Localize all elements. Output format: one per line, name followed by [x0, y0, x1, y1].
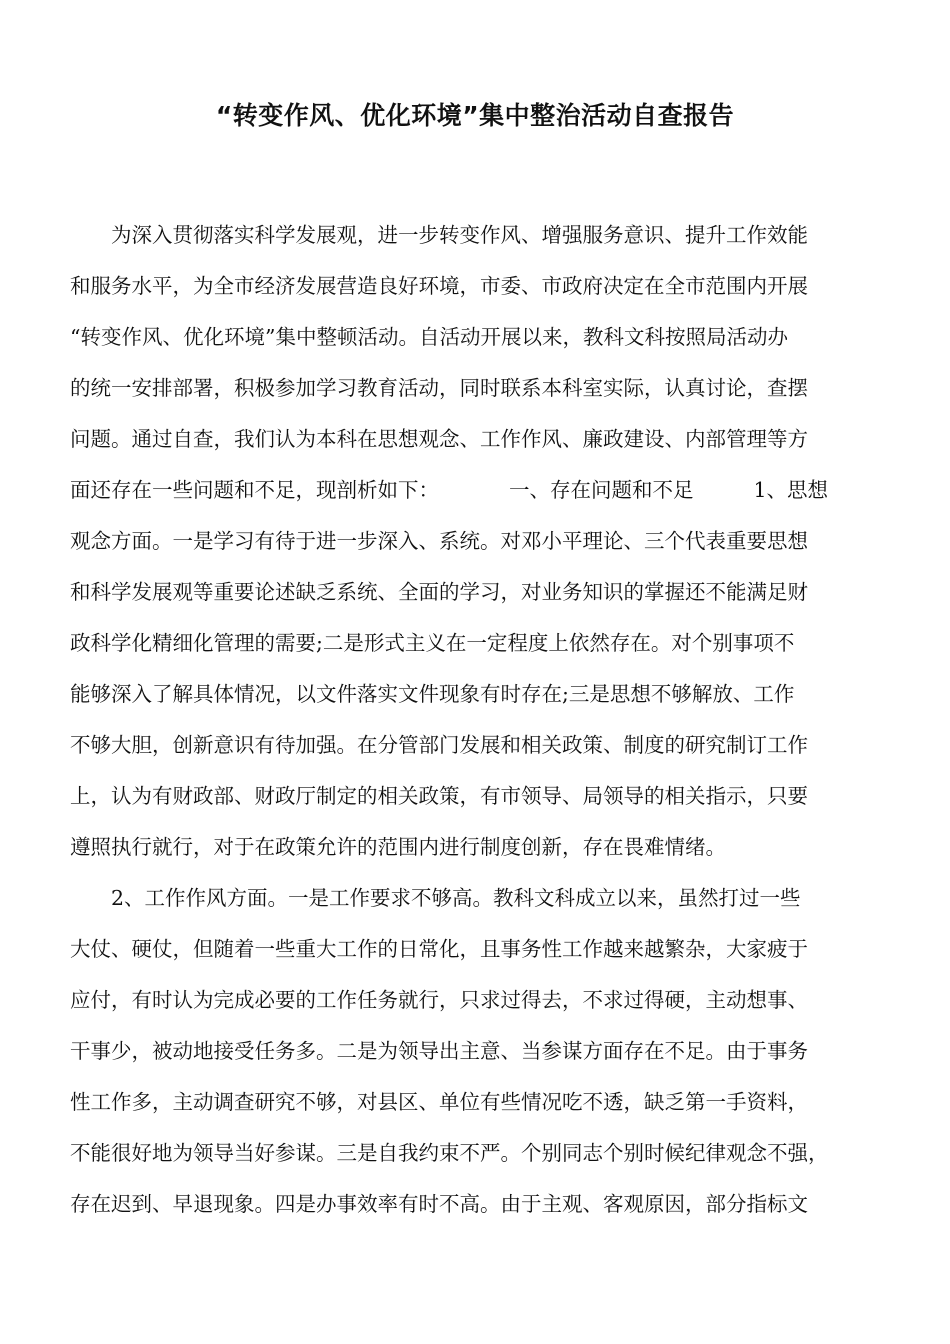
paragraph-1 [70, 210, 882, 873]
text-line: 存在迟到、早退现象。四是办事效率有时不高。由于主观、客观原因，部分指标文 [70, 1192, 808, 1216]
paragraph-2 [70, 873, 882, 1230]
section-heading: 一、存在问题和不足 [509, 478, 694, 502]
subsection-heading: 1、思想 [753, 478, 829, 502]
text-line: 为深入贯彻落实科学发展观，进一步转变作风、增强服务意识、提升工作效能 [111, 223, 808, 247]
text-line: 的统一安排部署，积极参加学习教育活动，同时联系本科室实际，认真讨论，查摆 [70, 376, 808, 400]
text-fragment: 面还存在一些问题和不足，现剖析如下： [70, 478, 439, 502]
text-line: 性工作多，主动调查研究不够，对县区、单位有些情况吃不透，缺乏第一手资料， [70, 1090, 808, 1114]
document-title: “转变作风、优化环境”集中整治活动自查报告 [215, 101, 735, 130]
text-line: 问题。通过自查，我们认为本科在思想观念、工作作风、廉政建设、内部管理等方 [70, 427, 808, 451]
text-line: 大仗、硬仗，但随着一些重大工作的日常化，且事务性工作越来越繁杂，大家疲于 [70, 937, 808, 961]
text-line: 应付，有时认为完成必要的工作任务就行，只求过得去，不求过得硬，主动想事、 [70, 988, 808, 1012]
text-line: 观念方面。一是学习有待于进一步深入、系统。对邓小平理论、三个代表重要思想 [70, 529, 808, 553]
text-line: 干事少，被动地接受任务多。二是为领导出主意、当参谋方面存在不足。由于事务 [70, 1039, 808, 1063]
text-line: 和服务水平，为全市经济发展营造良好环境，市委、市政府决定在全市范围内开展 [70, 274, 808, 298]
document-body [70, 210, 882, 1230]
text-line: 2、工作作风方面。一是工作要求不够高。教科文科成立以来，虽然打过一些 [111, 886, 801, 910]
text-line: 不能很好地为领导当好参谋。三是自我约束不严。个别同志个别时候纪律观念不强， [70, 1141, 829, 1165]
text-line: 能够深入了解具体情况，以文件落实文件现象有时存在;三是思想不够解放、工作 [70, 682, 795, 706]
text-line: 不够大胆，创新意识有待加强。在分管部门发展和相关政策、制度的研究制订工作 [70, 733, 808, 757]
text-line: 上，认为有财政部、财政厅制定的相关政策，有市领导、局领导的相关指示，只要 [70, 784, 808, 808]
text-line: “转变作风、优化环境”集中整顿活动。自活动开展以来，教科文科按照局活动办 [70, 325, 788, 349]
text-line-with-headings [70, 465, 882, 516]
text-line: 政科学化精细化管理的需要;二是形式主义在一定程度上依然存在。对个别事项不 [70, 631, 795, 655]
text-line: 和科学发展观等重要论述缺乏系统、全面的学习，对业务知识的掌握还不能满足财 [70, 580, 808, 604]
text-line: 遵照执行就行，对于在政策允许的范围内进行制度创新，存在畏难情绪。 [70, 835, 726, 859]
